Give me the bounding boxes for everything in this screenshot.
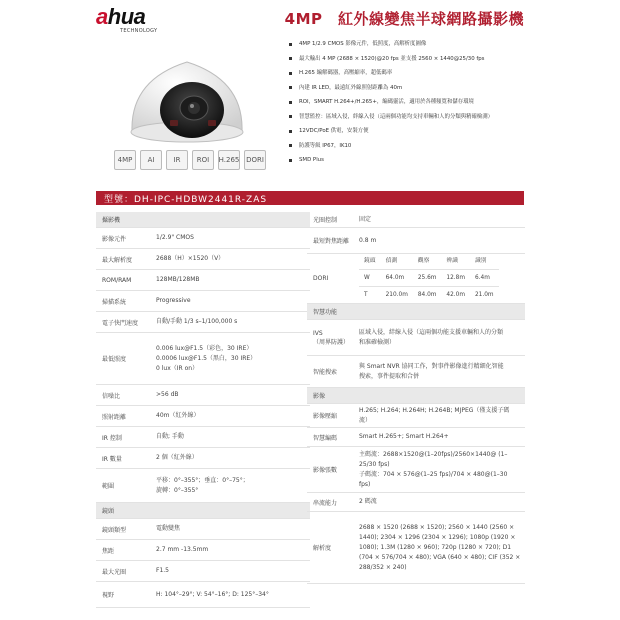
spec-value: 2 碼流 [359,498,377,505]
spec-value-line: 0.006 lux@F1.5（彩色，30 IRE） [156,344,253,352]
spec-value: 2688（H）×1520（V） [156,255,225,262]
feature-item: 防護等級 IP67，IK10 [287,142,527,150]
spec-label: IVS （周界防護） [313,329,350,346]
dori-table-row [359,253,499,270]
feature-item: 內建 IR LED，最遠紅外線照射距離為 40m [287,84,527,92]
4mp-icon: 4MP [114,150,136,170]
dori-row [307,254,525,304]
dori-cell: 64.0m [381,270,413,287]
spec-row [96,249,310,270]
spec-value-line: fps) [359,480,371,488]
dori-cell: 21.0m [470,287,499,304]
spec-value-line: 和准確檢測） [359,338,396,346]
spec-row [96,427,310,448]
spec-row [307,512,525,584]
dori-cell: 12.8m [441,270,470,287]
spec-value: H: 104°–29°; V: 54°–16°; D: 125°–34° [156,590,269,598]
spec-label: 智能搜索 [313,369,338,376]
page-title: 4MP 紅外線變焦半球網路攝影機 [284,10,524,28]
spec-row [96,540,310,561]
spec-value-line: 1080); 1.3M (1280 × 960); 720p (1280 × 720); D1 [359,543,512,551]
spec-row [96,448,310,469]
spec-label: 最大解析度 [102,256,133,264]
spec-label: 解析度 [313,545,332,552]
spec-value [355,447,525,492]
spec-label: 掃描系統 [102,298,127,306]
spec-value [152,333,310,384]
spec-label: 電子快門速度 [102,319,139,327]
spec-value: >56 dB [156,391,179,398]
spec-value [355,512,525,583]
section-title: 影像 [313,393,326,400]
feature-icon-row [114,150,266,172]
spec-value-line: 0.0006 lux@F1.5（黑白，30 IRE） [156,354,257,362]
spec-row [96,270,310,291]
spec-value-line: H.265; H.264; H.264H; H.264B; MJPEG（僅支援子碼 [359,406,510,414]
logo-subtitle: TECHNOLOGY [120,28,158,34]
model-number: 型號：DH-IPC-HDBW2441R-ZAS [104,195,268,205]
dori-cell: 識別 [470,253,499,270]
spec-value [355,356,525,387]
spec-value-line: 子碼流：704 × 576@(1–25 fps)/704 × 480@(1–30 [359,470,508,478]
spec-label: 照射距離 [102,413,127,421]
dori-cell: 辨識 [441,253,470,270]
spec-row [96,291,310,312]
feature-item: 12VDC/PoE 供電，安裝方便 [287,127,527,135]
feature-item: 智慧監控：區域入侵，絆線入侵（這兩個功能均支持車輛和人的分類與精確檢測） [287,113,527,121]
spec-value-line: 主碼流：2688×1520@(1–20fps)/2560×1440@ (1– [359,450,508,458]
spec-row [307,428,525,447]
feature-item: SMD Plus [287,156,527,164]
spec-table-right [307,212,525,584]
spec-label: 鏡頭類型 [102,526,127,534]
model-banner [96,191,524,205]
dori-cell: 偵測 [381,253,413,270]
dori-cell: 鏡頭 [359,253,381,270]
dori-cell: 25.6m [413,270,442,287]
section-title: 攝影機 [102,217,121,224]
spec-value: Progressive [156,297,191,304]
spec-value: Smart H.265+; Smart H.264+ [359,433,449,440]
feature-item: 4MP 1/2.9 CMOS 影像元件，低照度，高解析度圖像 [287,40,527,48]
spec-row [96,561,310,582]
dori-cell: 84.0m [413,287,442,304]
ai-icon: AI [140,150,162,170]
dori-cell: 觀察 [413,253,442,270]
spec-row [96,406,310,427]
feature-list [287,40,527,171]
spec-value-line: 區域入侵，絆線入侵（這兩個功能支援車輛和人的分類 [359,328,504,336]
spec-label: 影像元件 [102,235,127,243]
spec-value [152,469,310,502]
spec-value-line: 流） [359,416,372,424]
section-header [96,212,310,228]
spec-label: 智慧編碼 [313,434,338,442]
logo-mark: a [96,4,108,29]
dori-table-wrap [355,254,525,303]
feature-item: ROI，SMART H.264+/H.265+，編碼靈活，適用於各種頻寬和儲存環境 [287,98,527,106]
spec-value-line: 搜索，事件提取和合併 [359,372,420,380]
spec-label: 最大光圈 [102,568,127,576]
dori-table [359,253,499,304]
spec-value: 2.7 mm -13.5mm [156,546,209,553]
spec-value: 電動變焦 [156,525,181,532]
dori-table-row [359,270,499,287]
h265-icon: H.265 [218,150,240,170]
spec-label: 光圈控制 [313,217,338,224]
spec-label: ROM/RAM [102,276,132,284]
dori-cell: W [359,270,381,287]
spec-row [307,228,525,254]
spec-value-line: 288/352 × 240) [359,563,407,571]
spec-row [307,404,525,428]
spec-row [96,469,310,503]
dori-icon: DORI [244,150,266,170]
spec-row [96,582,310,608]
spec-value: 128MB/128MB [156,276,200,283]
spec-value-line: (704 × 576/704 × 480); VGA (640 × 480); CIF (352 × [359,553,521,561]
spec-value-line: 旋轉：0°–355° [156,486,199,494]
ir-icon: IR [166,150,188,170]
spec-value-line: 25/30 fps) [359,460,390,468]
section-title: 鏡頭 [102,508,115,515]
spec-table-left [96,212,310,608]
section-header [96,503,310,519]
feature-item: 最大輸出 4 MP (2688 × 1520)@20 fps 並支援 2560 × 1440@25/30 fps [287,55,527,63]
spec-row [307,320,525,356]
spec-row [96,519,310,540]
spec-label: DORI [313,275,329,282]
dori-table-row [359,287,499,304]
spec-row [96,385,310,406]
spec-row [307,447,525,493]
spec-value: 自動/手動 1/3 s–1/100,000 s [156,318,238,325]
spec-value [355,404,525,427]
spec-label: 最短對焦距離 [313,238,350,245]
spec-label: 焦距 [102,547,115,555]
spec-value-line: 2688 × 1520 (2688 × 1520); 2560 × 1440 (2560 × [359,523,515,531]
spec-label: 視野 [102,592,115,599]
spec-row [96,228,310,249]
spec-row [307,356,525,388]
spec-value: F1.5 [156,567,169,574]
spec-value: 0.8 m [359,236,377,244]
dori-cell: T [359,287,381,304]
section-title: 智慧功能 [313,309,338,316]
logo-wordmark: hua [107,4,146,29]
section-header [307,304,525,320]
feature-item: H.265 編解碼器，高壓縮率，超低碼率 [287,69,527,77]
spec-row [96,333,310,385]
spec-row [307,493,525,512]
spec-label: 影像張數 [313,467,338,474]
dahua-logo [96,4,186,34]
spec-label: 串流能力 [313,499,338,507]
dori-cell: 6.4m [470,270,499,287]
spec-label: 影像壓縮 [313,413,338,420]
spec-label: 最低照度 [102,356,127,363]
spec-label: IR 數量 [102,455,122,463]
roi-icon: ROI [192,150,214,170]
section-header [307,388,525,404]
spec-value: 40m（紅外線） [156,412,200,419]
spec-value-line: 0 lux（IR on） [156,364,199,372]
spec-label: IR 控制 [102,434,122,442]
dori-cell: 42.0m [441,287,470,304]
spec-value-line: 與 Smart NVR 協同工作，對事件影像進行精細化智能 [359,362,504,370]
dome-camera-image [112,40,262,150]
header [0,0,620,40]
spec-value-line: 1440); 2304 × 1296 (2304 × 1296); 1080p (1920 × [359,533,516,541]
spec-value-line: 平移：0°–355°；垂直：0°–75°； [156,476,249,484]
spec-value: 自動; 手動 [156,433,184,440]
spec-value: 固定 [359,215,372,223]
spec-value: 2 個（紅外線） [156,454,198,461]
spec-value [355,320,525,355]
spec-label: 範圍 [102,483,115,490]
spec-row [307,212,525,228]
spec-row [96,312,310,333]
spec-value: 1/2.9" CMOS [156,234,194,241]
dori-cell: 210.0m [381,287,413,304]
spec-label: 信噪比 [102,392,121,400]
